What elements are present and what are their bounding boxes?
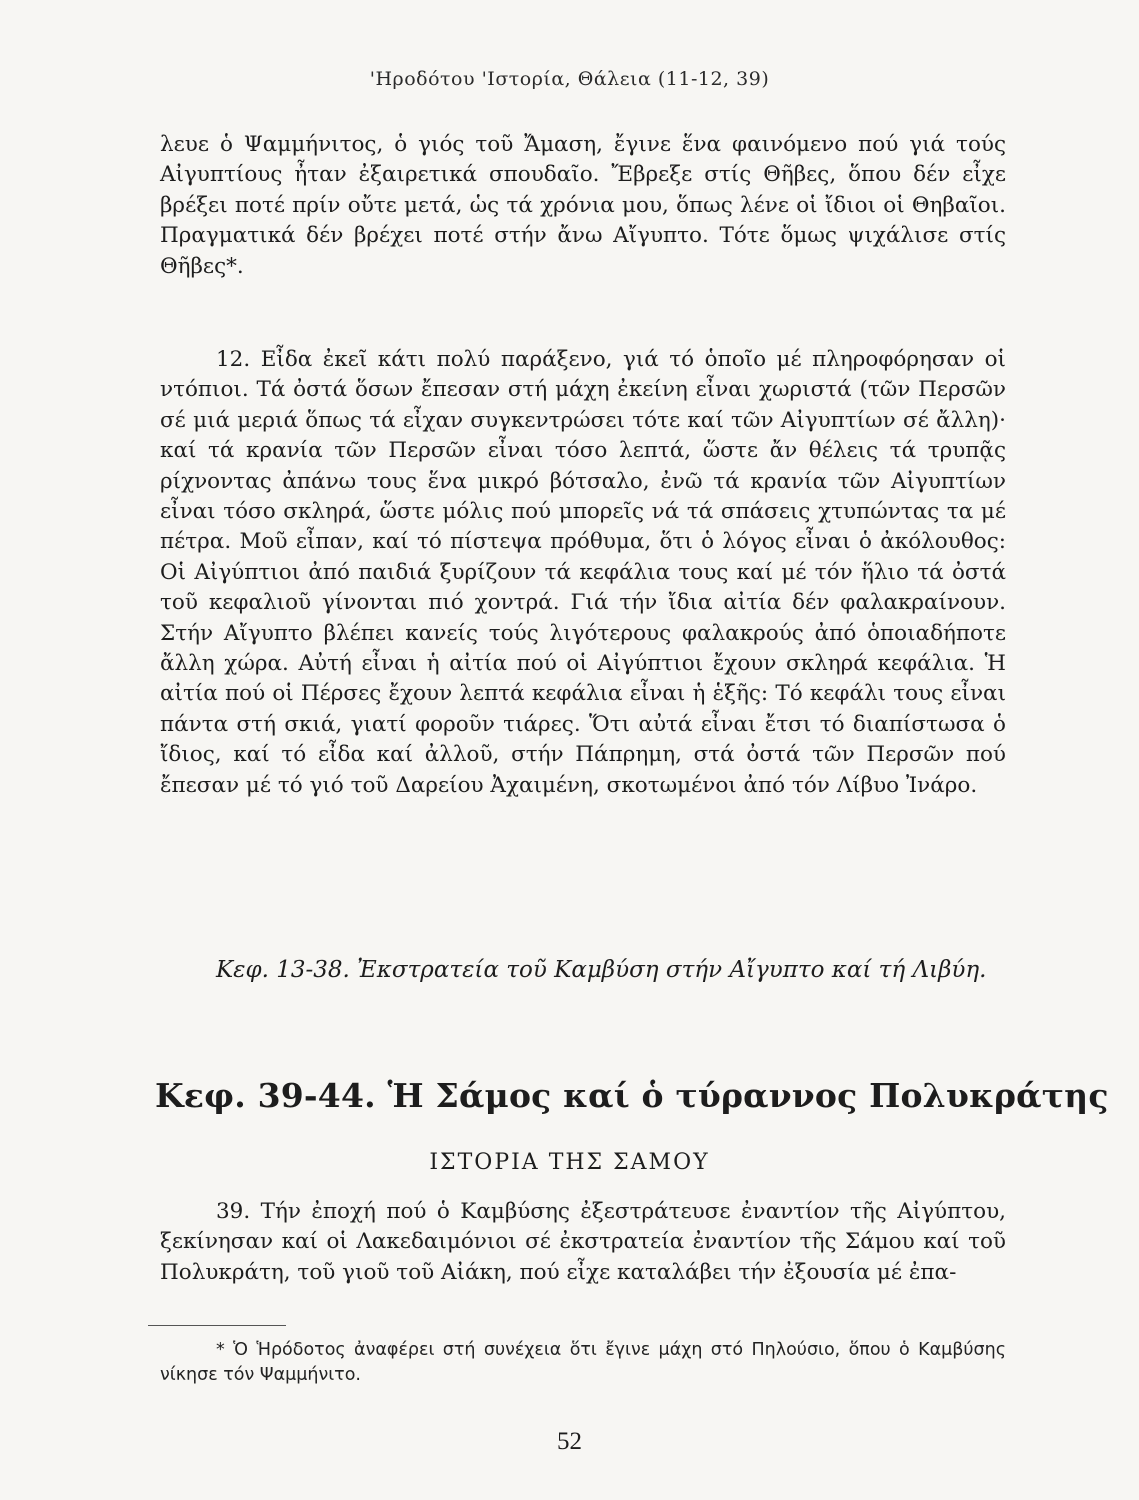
page-number: 52 [557,1428,582,1455]
footnote: * Ὁ Ἡρόδοτος ἀναφέρει στή συνέχεια ὅτι ἔγινε μάχη στό Πηλούσιο, ὅπου ὁ Καμβύσης νίκησε τόν Ψαμμήνιτο. [160,1340,1006,1385]
chapter-summary: Κεφ. 13-38. Ἐκστρατεία τοῦ Καμβύση στήν Αἴγυπτο καί τή Λιβύη. [216,957,987,983]
running-head: 'Ηροδότου 'Ιστορία, Θάλεια (11-12, 39) [369,68,770,90]
section-title: ΙΣΤΟΡΙΑ ΤΗΣ ΣΑΜΟΥ [429,1150,710,1175]
footnote-divider [148,1325,286,1326]
paragraph-intro: λευε ὁ Ψαμμήνιτος, ὁ γιός τοῦ Ἄμαση, ἔγινε ἕνα φαινόμενο πού γιά τούς Αἰγυπτίους ἦταν ἐξαιρετικά σπουδαῖο. Ἔβρεξε στίς Θῆβες, ὅπου δέν εἶχε βρέξει ποτέ πρίν οὔτε μετά, ὡς τά χρόνια μου, ὅπως λένε οἱ ἴδιοι οἱ Θηβαῖοι. Πραγματικά δέν βρέχει ποτέ στήν ἄνω Αἴγυπτο. Τότε ὅμως ψιχάλισε στίς Θῆβες*. [160,132,1006,279]
paragraph-39: 39. Τήν ἐποχή πού ὁ Καμβύσης ἐξεστράτευσε ἐναντίον τῆς Αἰγύπτου, ξεκίνησαν καί οἱ Λακεδαιμόνιοι σέ ἐκστρατεία ἐναντίον τῆς Σάμου καί τοῦ Πολυκράτη, τοῦ γιοῦ τοῦ Αἰάκη, πού εἶχε καταλάβει τήν ἐξουσία μέ ἐπα- [160,1199,1006,1285]
chapter-heading: Κεφ. 39-44. Ἡ Σάμος καί ὁ τύραννος Πολυκράτης [155,1076,1109,1115]
paragraph-12: 12. Εἶδα ἐκεῖ κάτι πολύ παράξενο, γιά τό ὁποῖο μέ πληροφόρησαν οἱ ντόπιοι. Τά ὀστά ὅσων ἔπεσαν στή μάχη ἐκείνη εἶναι χωριστά (τῶν Περσῶν σέ μιά μεριά ὅπως τά εἶχαν συγκεντρώσει τότε καί τῶν Αἰγυπτίων σέ ἄλλη)· καί τά κρανία τῶν Περσῶν εἶναι τόσο λεπτά, ὥστε ἄν θέλεις τά τρυπᾷς ρίχνοντας ἀπάνω τους ἕνα μικρό βότσαλο, ἐνῶ τά κρανία τῶν Αἰγυπτίων εἶναι τόσο σκληρά, ὥστε μόλις πού μπορεῖς νά τά σπάσεις χτυπώντας τα μέ πέτρα. Μοῦ εἶπαν, καί τό πίστεψα πρόθυμα, ὅτι ὁ λόγος εἶναι ὁ ἀκόλουθος: Οἱ Αἰγύπτιοι ἀπό παιδιά ξυρίζουν τά κεφάλια τους καί μέ τόν ἥλιο τά ὀστά τοῦ κεφαλιοῦ γίνονται πιό χοντρά. Γιά τήν ἴδια αἰτία δέν φαλακραίνουν. Στήν Αἴγυπτο βλέπει κανείς τούς λιγότερους φαλακρούς ἀπό ὁποιαδήποτε ἄλλη χώρα. Αὐτή εἶναι ἡ αἰτία πού οἱ Αἰγύπτιοι ἔχουν σκληρά κεφάλια. Ἡ αἰτία πού οἱ Πέρσες ἔχουν λεπτά κεφάλια εἶναι ἡ ἑξῆς: Τό κεφάλι τους εἶναι πάντα στή σκιά, γιατί φοροῦν τιάρες. Ὅτι αὐτά εἶναι ἔτσι τό διαπίστωσα ὁ ἴδιος, καί τό εἶδα καί ἀλλοῦ, στήν Πάπρημη, στά ὀστά τῶν Περσῶν πού ἔπεσαν μέ τό γιό τοῦ Δαρείου Ἀχαιμένη, σκοτωμένοι ἀπό τόν Λίβυο Ἰνάρο. [160,347,1006,798]
